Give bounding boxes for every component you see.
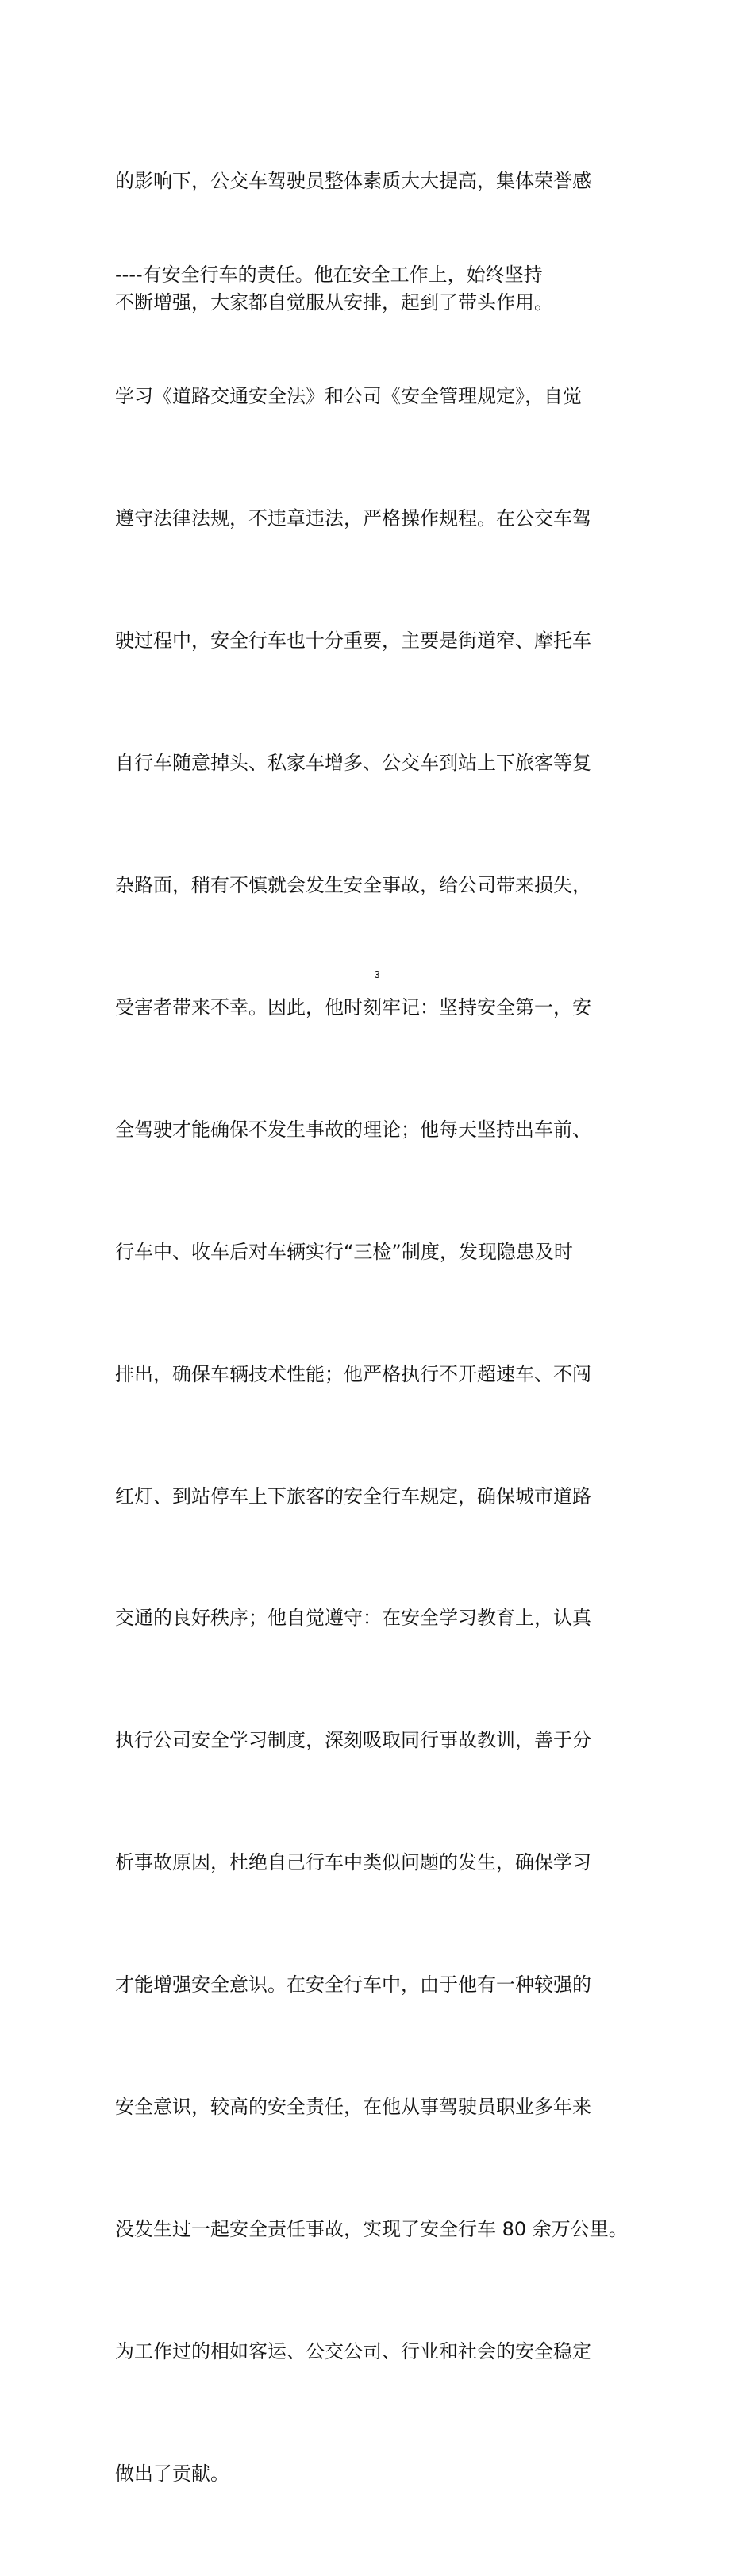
text-line: 才能增强安全意识。在安全行车中，由于他有一种较强的 [115, 1973, 591, 1996]
text-line: 全驾驶才能确保不发生事故的理论；他每天坚持出车前、 [115, 1118, 591, 1141]
text-line: 杂路面，稍有不慎就会发生安全事故，给公司带来损失， [115, 874, 591, 897]
paragraph-2 [115, 173, 663, 2576]
text-line: 受害者带来不幸。因此，他时刻牢记：坚持安全第一，安 [115, 995, 591, 1018]
text-line: 行车中、收车后对车辆实行“三检”制度，发现隐患及时 [115, 1240, 573, 1263]
text-line: 没发生过一起安全责任事故，实现了安全行车 80 余万公里。 [115, 2217, 628, 2240]
text-line: 不断增强，大家都自觉服从安排，起到了带头作用。 [115, 291, 553, 314]
text-line: 为工作过的相如客运、公交公司、行业和社会的安全稳定 [115, 2339, 591, 2362]
text-line: 驶过程中，安全行车也十分重要，主要是街道窄、摩托车 [115, 630, 591, 653]
text-line: 遵守法律法规，不违章违法，严格操作规程。在公交车驾 [115, 507, 591, 530]
page-number: 3 [374, 968, 380, 980]
text-line: 交通的良好秩序；他自觉遵守：在安全学习教育上，认真 [115, 1607, 591, 1630]
text-line: 学习《道路交通安全法》和公司《安全管理规定》，自觉 [115, 385, 582, 408]
text-line: ----有安全行车的责任。他在安全工作上，始终坚持 [115, 263, 543, 286]
text-line: 排出，确保车辆技术性能；他严格执行不开超速车、不闯 [115, 1362, 591, 1385]
text-line: 安全意识，较高的安全责任，在他从事驾驶员职业多年来 [115, 2095, 591, 2118]
text-line: 做出了贡献。 [115, 2462, 229, 2485]
text-line: 执行公司安全学习制度，深刻吸取同行事故教训，善于分 [115, 1729, 591, 1752]
text-line: 析事故原因，杜绝自己行车中类似问题的发生，确保学习 [115, 1851, 591, 1874]
text-line: 自行车随意掉头、私家车增多、公交车到站上下旅客等复 [115, 752, 591, 775]
text-line: 红灯、到站停车上下旅客的安全行车规定，确保城市道路 [115, 1484, 591, 1507]
text-line: 的影响下，公交车驾驶员整体素质大大提高，集体荣誉感 [115, 169, 591, 192]
